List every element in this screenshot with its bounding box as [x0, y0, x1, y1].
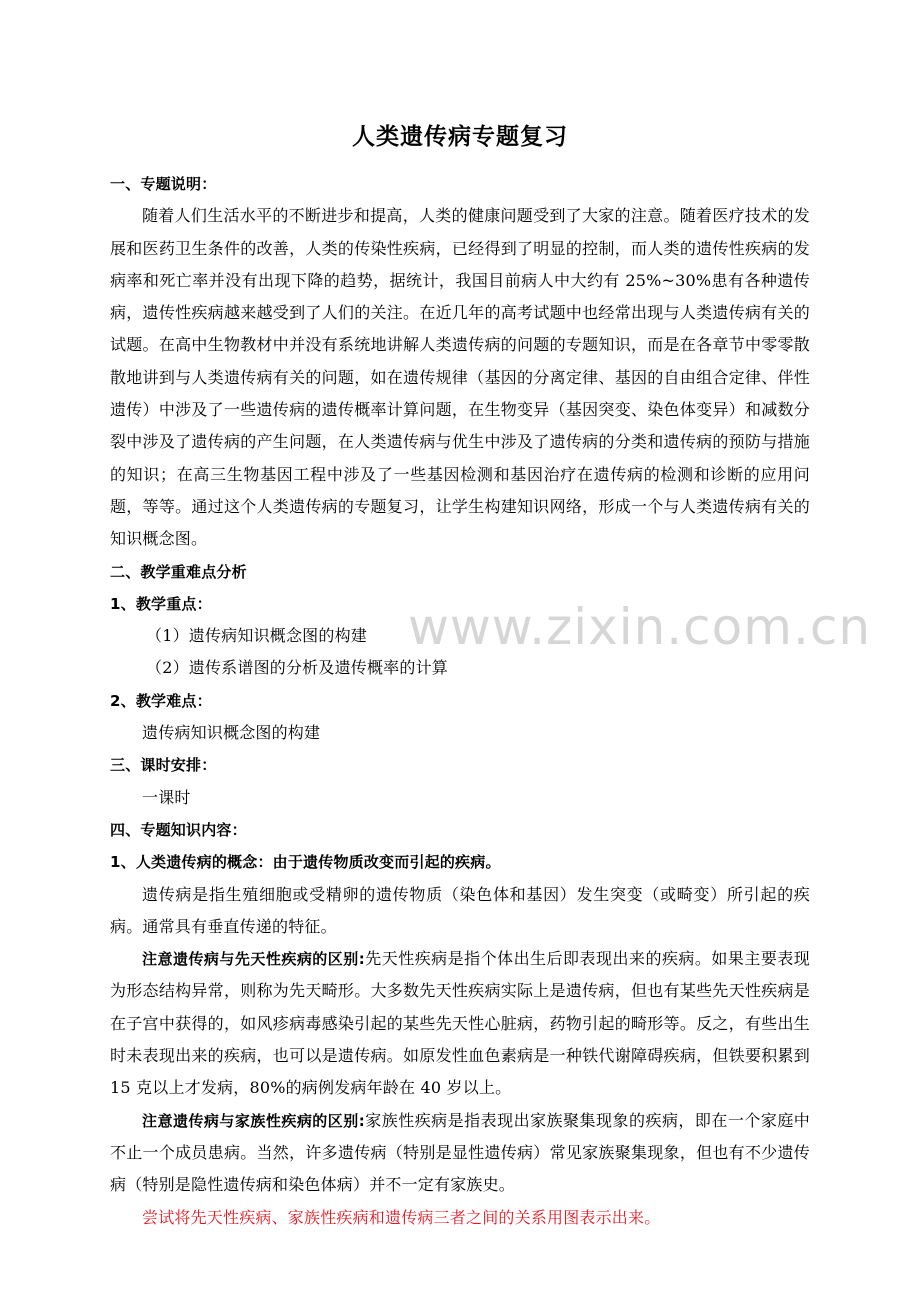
class-hours: 一课时	[142, 787, 191, 807]
note-congenital-paragraph	[110, 943, 810, 1104]
subsection-4-1-heading: 1、人类遗传病的概念：由于遗传物质改变而引起的疾病。	[110, 853, 501, 872]
section-3-heading: 三、课时安排：	[110, 756, 217, 775]
note-congenital-label: 注意遗传病与先天性疾病的区别:	[142, 950, 365, 969]
note-familial-text: 家族性疾病是指表现出家族聚集现象的疾病，即在一个家庭中不止一个成员患病。当然，许多遗传病（特别是显性遗传病）常见家族聚集现象，但也有不少遗传病（特别是隐性遗传病和染色体病）并不一定有家族史。	[110, 1110, 811, 1195]
key-point-1: （1）遗传病知识概念图的构建	[146, 626, 367, 646]
subsection-2-1-heading: 1、教学重点：	[110, 594, 212, 613]
section-4-heading: 四、专题知识内容：	[110, 820, 247, 839]
key-point-2: （2）遗传系谱图的分析及遗传概率的计算	[146, 658, 448, 678]
section-1-paragraph: 随着人们生活水平的不断进步和提高，人类的健康问题受到了大家的注意。随着医疗技术的发展和医药卫生条件的改善，人类的传染性疾病，已经得到了明显的控制，而人类的遗传性疾病的发病率和死亡率并没有出现下降的趋势，据统计，我国目前病人中大约有 25%~30%患有各种遗传病，遗传性疾病越来越受到了人们的关注。在近几年的高考试题中也经常出现与人类遗传病有关的试题。在高中生物教材中并没有系统地讲解人类遗传病的问题的专题知识，而是在各章节中零零散散地讲到与人类遗传病有关的问题，如在遗传规律（基因的分离定律、基因的自由组合定律、伴性遗传）中涉及了一些遗传病的遗传概率计算问题，在生物变异（基因突变、染色体变异）和减数分裂中涉及了遗传病的产生问题，在人类遗传病与优生中涉及了遗传病的分类和遗传病的预防与措施的知识；在高三生物基因工程中涉及了一些基因检测和基因治疗在遗传病的检测和诊断的应用问题，等等。通过这个人类遗传病的专题复习，让学生构建知识网络，形成一个与人类遗传病有关的知识概念图。	[110, 206, 810, 549]
note-familial-label: 注意遗传病与家族性疾病的区别:	[142, 1111, 365, 1130]
section-1-heading: 一、专题说明：	[110, 175, 217, 193]
watermark: www.zixin.com.cn	[408, 598, 872, 656]
note-familial-paragraph	[110, 1105, 810, 1202]
subsection-2-2-heading: 2、教学难点：	[110, 691, 212, 710]
note-congenital-text: 先天性疾病是指个体出生后即表现出来的疾病。如果主要表现为形态结构异常，则称为先天畸形。大多数先天性疾病实际上是遗传病，但也有某些先天性疾病是在子宫中获得的，如风疹病毒感染引起的某些先天性心脏病，药物引起的畸形等。反之，有些出生时未表现出来的疾病，也可以是遗传病。如原发性血色素病是一种铁代谢障碍疾病，但铁要积累到 15 克以上才发病，80%的病例发病年龄在 40 岁以上。	[110, 949, 811, 1098]
concept-paragraph: 遗传病是指生殖细胞或受精卵的遗传物质（染色体和基因）发生突变（或畸变）所引起的疾病。通常具有垂直传递的特征。	[110, 884, 810, 936]
task-prompt: 尝试将先天性疾病、家族性疾病和遗传病三者之间的关系用图表示出来。	[142, 1207, 661, 1227]
page-title: 人类遗传病专题复习	[352, 124, 568, 150]
difficult-point: 遗传病知识概念图的构建	[142, 723, 321, 743]
section-2-heading: 二、教学重难点分析	[110, 562, 247, 581]
document-body	[110, 168, 810, 1234]
